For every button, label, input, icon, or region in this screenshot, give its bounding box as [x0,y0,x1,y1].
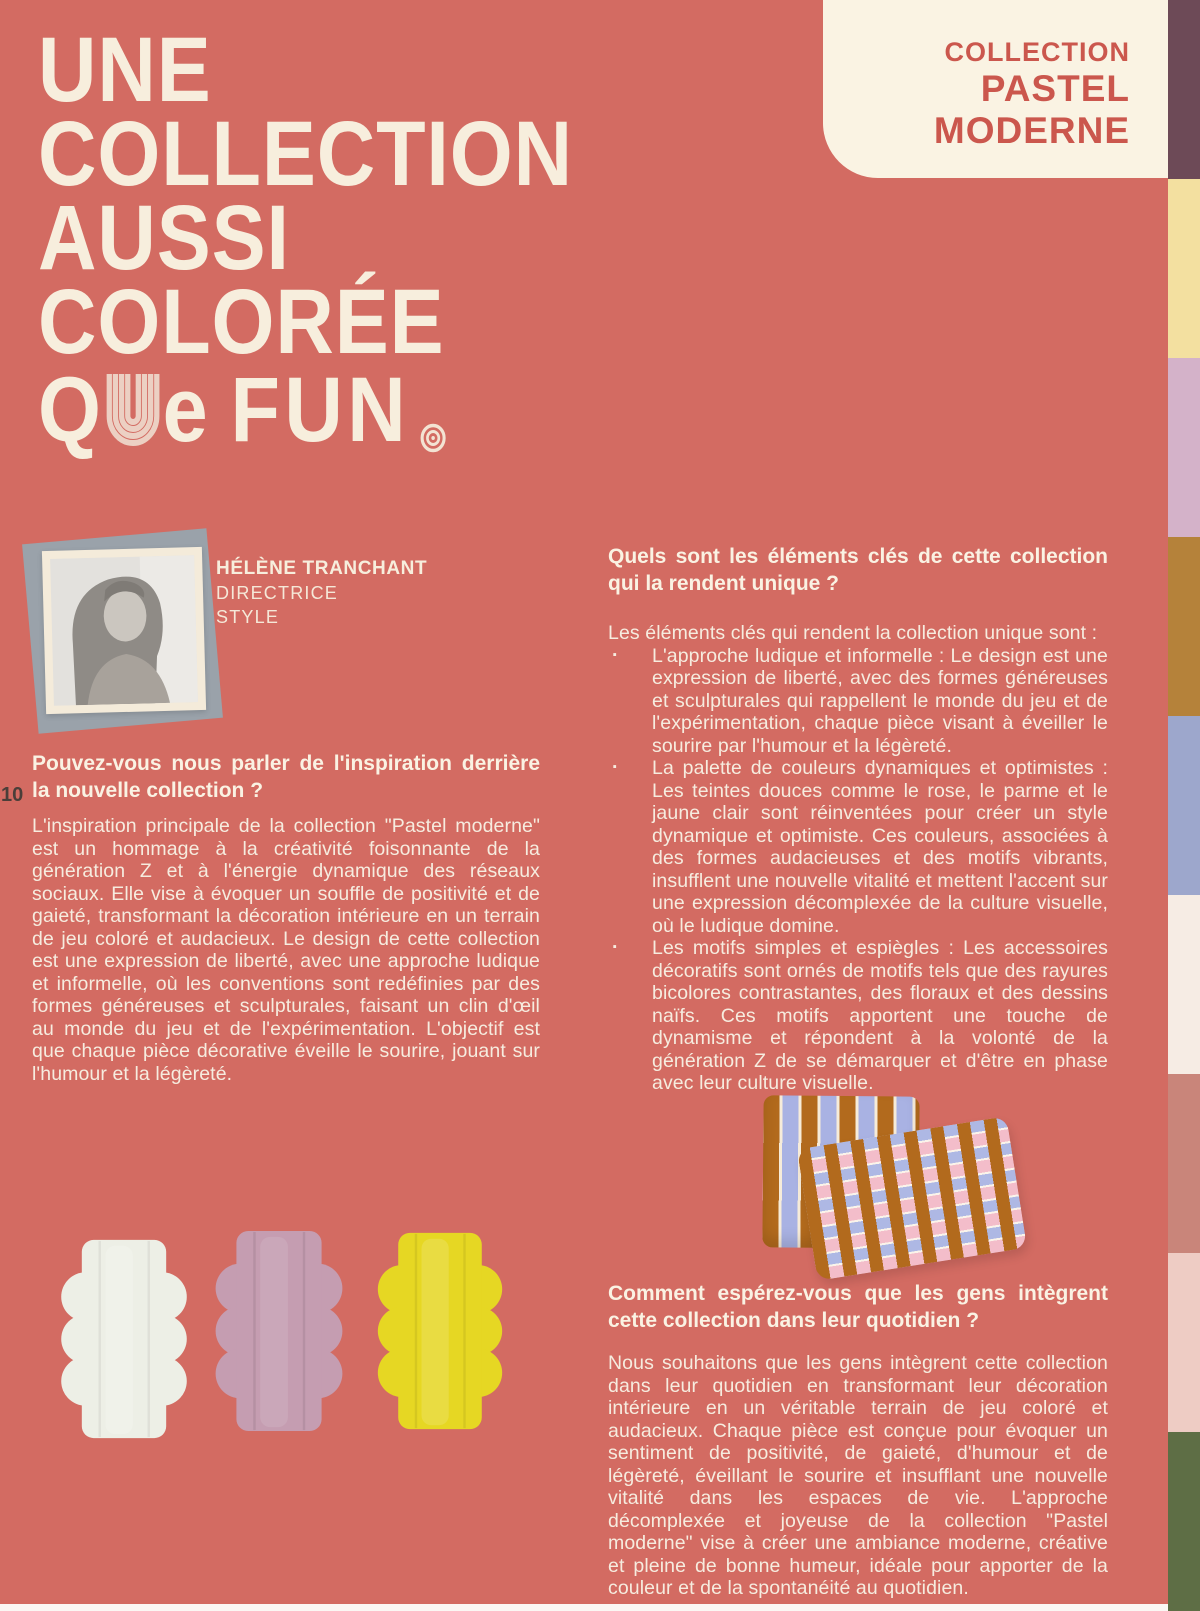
answer-3: Nous souhaitons que les gens intègrent cette collection dans leur quotidien en transformant leur décoration intérieure en un véritable terrain de jeu coloré et audacieux. Chaque pièce est conçue pour évoquer un sentiment de positivité, de gaieté, d'humour et de légèreté, éveillant le sourire et insufflant une nouvelle vitalité dans les espaces de vie. L'approche décomplexée et joyeuse de la collection "Pastel moderne" vise à créer une ambiance moderne, créative et pleine de bonne humeur, idéale pour apporter de la couleur et de la spontanéité au quotidien. [608,1352,1108,1599]
collection-badge [823,0,1168,178]
palette-swatch [1168,537,1200,716]
page-bottom-edge [0,1604,1168,1611]
palette-swatch [1168,895,1200,1074]
title-fun-line [38,359,573,461]
author-role-2: STYLE [216,607,280,627]
question-3: Comment espérez-vous que les gens intègrent cette collection dans leur quotidien ? [608,1282,1108,1332]
mauve-vase-photo [214,1227,344,1435]
striped-u-icon [104,372,160,454]
yellow-vase-photo [374,1229,506,1433]
palette-swatch [1168,179,1200,358]
bullet-item: · Les motifs simples et espiègles : Les accessoires décoratifs sont ornés de motifs tels que des rayures bicolores contrastantes, des floraux et des dessins naïfs. Ces motifs apportent une touche de dynamisme et répondent à la volonté de la génération Z de se démarquer et d'être en phase avec leur culture visuelle. [608,937,1108,1095]
title-line-3: AUSSI [38,187,290,289]
question-2: Quels sont les éléments clés de cette collection qui la rendent unique ? [608,545,1108,595]
question-1: Pouvez-vous nous parler de l'inspiration derrière la nouvelle collection ? [32,752,540,802]
bullet-item: · L'approche ludique et informelle : Le design est une expression de liberté, avec des formes généreuses et sculpturales qui rappellent le monde du jeu et de l'expérimentation, chaque pièce visant à éveiller le sourire par l'humour et la légèreté. [608,645,1108,758]
answer-2-intro: Les éléments clés qui rendent la collection unique sont : [608,622,1098,644]
palette-swatch [1168,0,1200,179]
palette-swatch [1168,1432,1200,1611]
title-line-4: COLORÉE [38,271,445,373]
author-name: HÉLÈNE TRANCHANT [216,558,428,579]
page-title [38,19,574,461]
palette-swatch [1168,1253,1200,1432]
author-role-1: DIRECTRICE [216,583,339,603]
portrait-photo [50,555,198,706]
palette-swatch [1168,716,1200,895]
title-line-2: COLLECTION [38,103,574,205]
target-dot-icon [419,422,447,454]
color-palette-strip [1168,0,1200,1611]
white-vase-photo [58,1236,190,1442]
answer-1: L'inspiration principale de la collection "Pastel moderne" est un hommage à la créativité foisonnante de la génération Z et à l'énergie dynamique des réseaux sociaux. Elle vise à évoquer un souffle de positivité et de gaieté, transformant la décoration intérieure en un terrain de jeu coloré et audacieux. Le design de cette collection est une expression de liberté, avec une approche ludique et informelle, où les conventions sont redéfinies par des formes généreuses et sculpturales, faisant un clin d'œil au monde du jeu et de l'expérimentation. L'objectif est que chaque pièce décorative éveille le sourire, jouant sur l'humour et la légèreté. [32,815,540,1085]
fun-word: FUN [230,359,411,461]
badge-title-line1: PASTEL [980,68,1130,109]
badge-title-line2: MODERNE [933,110,1130,151]
answer-2-bullets [608,645,1108,1095]
palette-swatch [1168,358,1200,537]
badge-eyebrow: COLLECTION [944,37,1130,67]
title-line-1: UNE [38,19,212,121]
author-portrait [42,547,206,714]
answer-2 [608,622,1108,1095]
palette-swatch [1168,1074,1200,1253]
author-meta [216,556,427,629]
fun-letter-q: Q [38,359,101,461]
fun-letter-e: e [162,359,208,461]
page-number: 10 [1,784,24,806]
bullet-item: · La palette de couleurs dynamiques et optimistes : Les teintes douces comme le rose, le parme et le jaune clair sont réinventées pour créer un style dynamique et optimiste. Ces couleurs, associées à des formes audacieuses et des motifs vibrants, insufflent une nouvelle vitalité et mettent l'accent sur une expression décomplexée de la culture visuelle, où le ludique domine. [608,757,1108,937]
